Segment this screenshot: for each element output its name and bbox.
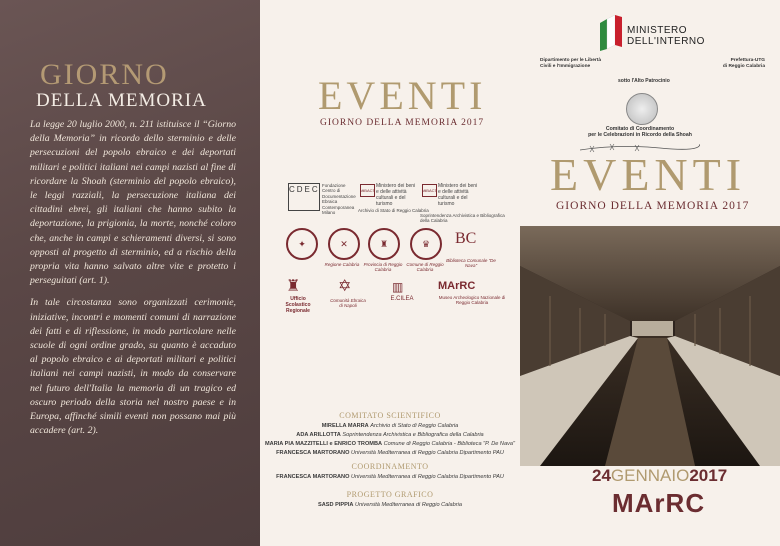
regione-logo: ✕ — [328, 228, 360, 260]
law-paragraph-2: In tale circostanza sono organizzati cerimonie, iniziative, incontri e momenti comuni di narrazione dei fatti e di riflessione, in modo particolare nelle scuole di ogni ordine grado, su quanto è accaduto al popolo ebraico e ai deportati militari e politici italiani nei campi nazisti, in modo da conservare nel futuro dell'Italia la memoria di un tragico ed oscuro periodo della storia nel nostro paese e in Europa, affinché simili eventi non possano mai più accadere (art. 2). — [30, 297, 236, 437]
cdec-caption: Fondazione Centro di Documentazione Ebraica Contemporanea Milano — [322, 183, 356, 216]
ministero-caption-1: Ministero dei beni e delle attività culturali e del turismo — [376, 183, 416, 207]
biblioteca-caption: Biblioteca Comunale "De Nava" — [446, 258, 496, 268]
republic-seal-icon — [626, 93, 658, 125]
comitato-coord-1: Comitato di Coordinamento — [605, 126, 675, 132]
eventi-subtitle: GIORNO DELLA MEMORIA 2017 — [320, 118, 485, 128]
cilea-logo-icon: ▥ — [392, 280, 404, 294]
regione-caption: Regione Calabria — [324, 262, 360, 267]
eventi-title-right: EVENTI — [550, 149, 747, 200]
archivio-caption: Archivio di Stato di Reggio Calabria — [358, 208, 429, 213]
comunita-logo: ✡ — [338, 278, 352, 295]
provincia-logo: ♜ — [368, 228, 400, 260]
credit-line: ADA ARILLOTTA Soprintendenza Archivistica e Bibliografica della Calabria — [296, 432, 484, 438]
middle-panel — [260, 0, 520, 546]
event-date: 24GENNAIO2017 — [592, 466, 728, 485]
credit-line: FRANCESCA MARTORANO Università Mediterranea di Reggio Calabria Dipartimento PAU — [276, 474, 504, 480]
ministero-title-1: MINISTERO — [627, 25, 688, 36]
comitato-coord-2: per le Celebrazioni in Ricordo della Shoah — [588, 132, 692, 138]
provincia-caption: Provincia di Reggio Calabria — [363, 262, 403, 272]
marrc-caption: Museo Archeologico Nazionale di Reggio Calabria — [438, 295, 506, 305]
soprintendenza-caption: Soprintendenza Archivistica e Bibliografica della Calabria — [420, 213, 505, 224]
italian-flag-icon — [600, 15, 622, 51]
dipartimento-text: Dipartimento per le Libertà Civili e l'Immigrazione — [540, 58, 602, 69]
coordinamento-title: COORDINAMENTO — [351, 462, 429, 471]
eventi-subtitle-right: GIORNO DELLA MEMORIA 2017 — [556, 200, 750, 212]
mibact-logo-1: MiBACT — [360, 184, 375, 197]
barracks-photo — [520, 226, 780, 466]
comunita-caption: Comunità Ebraica di Napoli — [330, 298, 366, 308]
comune-logo: ♛ — [410, 228, 442, 260]
credit-line: MARIA PIA MAZZITELLI e ENRICO TROMBA Comune di Reggio Calabria - Biblioteca "P. De Nava" — [265, 441, 515, 447]
law-text — [30, 118, 236, 446]
bc-logo: BC — [455, 230, 477, 247]
giorno-title: GIORNO — [40, 58, 169, 91]
eventi-title: EVENTI — [318, 73, 487, 118]
left-panel — [0, 0, 260, 546]
alto-patrocinio: sotto l'Alto Patrocinio — [618, 78, 670, 84]
prefettura-text: Prefettura-UTG di Reggio Calabria — [722, 58, 765, 69]
emblem-logo: ✦ — [286, 228, 318, 260]
scolastico-caption: Ufficio Scolastico Regionale — [285, 296, 311, 314]
scolastico-logo: ♜ — [286, 278, 301, 295]
cilea-caption: E.CILEA — [390, 296, 414, 302]
mibact-logo-2: MiBACT — [422, 184, 437, 197]
memoria-title: DELLA MEMORIA — [36, 90, 207, 111]
marrc-small-logo: MArRC — [438, 280, 476, 292]
marrc-logo: MArRC — [612, 488, 706, 518]
credit-line: MIRELLA MARRA Archivio di Stato di Reggio Calabria — [321, 423, 459, 429]
law-paragraph-1: La legge 20 luglio 2000, n. 211 istituisce il “Giorno della Memoria” in ricordo dello sterminio e delle persecuzioni del popolo ebraico e dei deportati militari e politici italiani nei campi nazisti al fine di ricordare la Shoah (sterminio del popolo ebraico), le leggi razziali, la persecuzione italiana dei cittadini ebrei, gli italiani che hanno subito la deportazione, la prigionia, la morte, nonché coloro che, anche in campi e schieramenti diversi, si sono opposti al progetto di sterminio, ed a rischio della propria vita hanno salvato altre vite e protetto i perseguitati (art. 1). — [30, 119, 236, 287]
credit-line: SASD PIPPIA Università Mediterranea di Reggio Calabria — [318, 502, 462, 508]
credit-line: FRANCESCA MARTORANO Università Mediterranea di Reggio Calabria Dipartimento PAU — [276, 450, 504, 456]
ministero-title-2: DELL'INTERNO — [627, 36, 705, 47]
comitato-title: COMITATO SCIENTIFICO — [339, 411, 441, 420]
right-panel — [520, 0, 780, 546]
cdec-logo: CDEC — [288, 183, 320, 211]
ministero-caption-2: Ministero dei beni e delle attività culturali e del turismo — [438, 183, 478, 207]
comune-caption: Comune di Reggio Calabria — [406, 262, 444, 272]
grafico-title: PROGETTO GRAFICO — [346, 490, 434, 499]
